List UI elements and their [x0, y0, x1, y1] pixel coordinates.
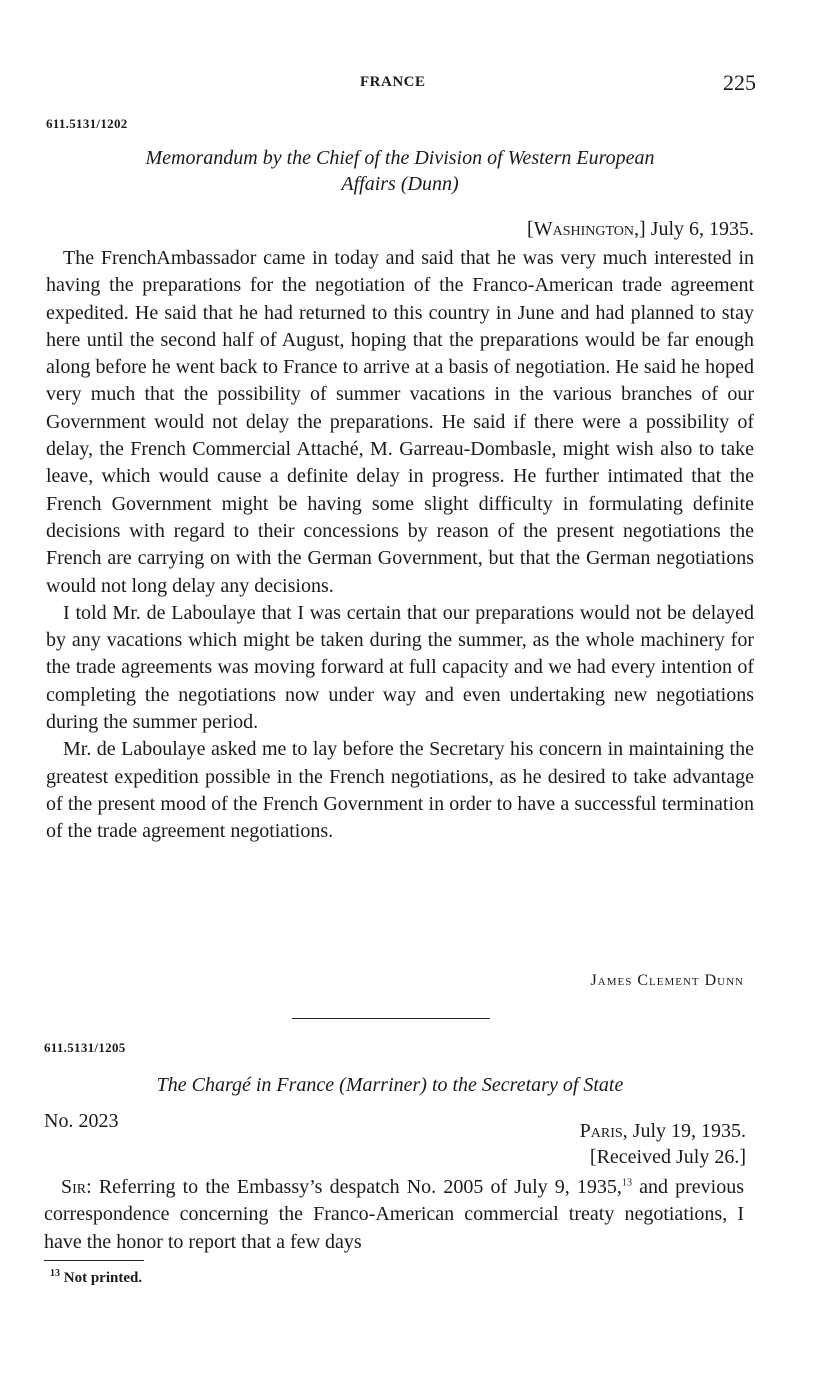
doc1-paragraph-3: Mr. de Laboulaye asked me to lay before the Secretary his concern in maintaining the greatest expedition possible in the French negotiations, as he desired to take advantage of the present mood of the French Government in order to have a successful termination of the trade agreement negotiations. [46, 738, 754, 843]
footnote-reference: 13 [621, 1177, 632, 1189]
doc1-dateline [527, 218, 754, 241]
doc1-title-line1: Memorandum by the Chief of the Division of Western European [145, 147, 655, 169]
doc2-number: No. 2023 [44, 1110, 119, 1132]
doc2-title: The Chargé in France (Marriner) to the Secretary of State [156, 1074, 624, 1096]
doc2-dateline-date: July 19, 1935. [632, 1120, 746, 1142]
doc2-dateline-place: Paris, [579, 1120, 628, 1142]
doc2-paragraph-end: and previous correspondence concerning the Franco-American commercial treaty negotiations, I have the honor to report that a few days [44, 1176, 744, 1253]
doc2-salutation: Sir [61, 1176, 87, 1198]
doc1-paragraph-1: The FrenchAmbassador came in today and said that he was very much interested in having the preparations for the negotiation of the Franco-American trade agreement expedited. He said that he had returned to this country in June and had planned to stay here until the second half of August, hoping that the preparations would be far enough along before he went back to France to arrive at a basis of negotiation. He said he hoped very much that the possibility of summer vacations in the various branches of our Government would not delay the preparations. He said if there were a possibility of delay, the French Commercial Attaché, M. Garreau-Dombasle, might wish also to take leave, which would cause a definite delay in progress. He further intimated that the French Government might be having some slight difficulty in formulating definite decisions with regard to their concessions by reason of the present negotiations the French are carrying on with the German Government, but that the German negotiations would not long delay any decisions. [46, 247, 754, 597]
doc1-dateline-place: [Washington,] [527, 218, 646, 240]
doc2-paragraph-start: : Referring to the Embassy’s despatch No. 2005 of July 9, 1935, [86, 1176, 622, 1198]
doc1-dateline-date: July 6, 1935. [650, 218, 754, 240]
footnote [50, 1270, 142, 1287]
doc1-title [46, 145, 754, 197]
doc2-paragraph-1 [44, 1174, 744, 1256]
doc2-received: [Received July 26.] [589, 1146, 746, 1168]
doc2-body [44, 1174, 744, 1256]
running-title: FRANCE [360, 74, 426, 90]
doc1-signature: James Clement Dunn [590, 972, 744, 989]
footnote-divider [44, 1260, 144, 1261]
footnote-text: Not printed. [63, 1270, 143, 1286]
doc2-file-number: 611.5131/1205 [44, 1040, 126, 1055]
running-header [0, 72, 838, 102]
page-number: 225 [723, 70, 756, 95]
doc2-dateline [580, 1120, 746, 1143]
doc1-paragraph-2: I told Mr. de Laboulaye that I was certain that our preparations would not be delayed by any vacations which might be taken during the summer, as the whole machinery for the trade agreements was moving forward at full capacity and we had every intention of completing the negotiations now under way and even undertaking new negotiations during the summer period. [46, 601, 754, 734]
footnote-marker: 13 [50, 1268, 60, 1279]
doc1-file-number: 611.5131/1202 [46, 116, 128, 131]
section-divider [292, 1018, 490, 1019]
doc1-title-line2: Affairs (Dunn) [341, 173, 459, 195]
doc1-body [46, 245, 754, 846]
